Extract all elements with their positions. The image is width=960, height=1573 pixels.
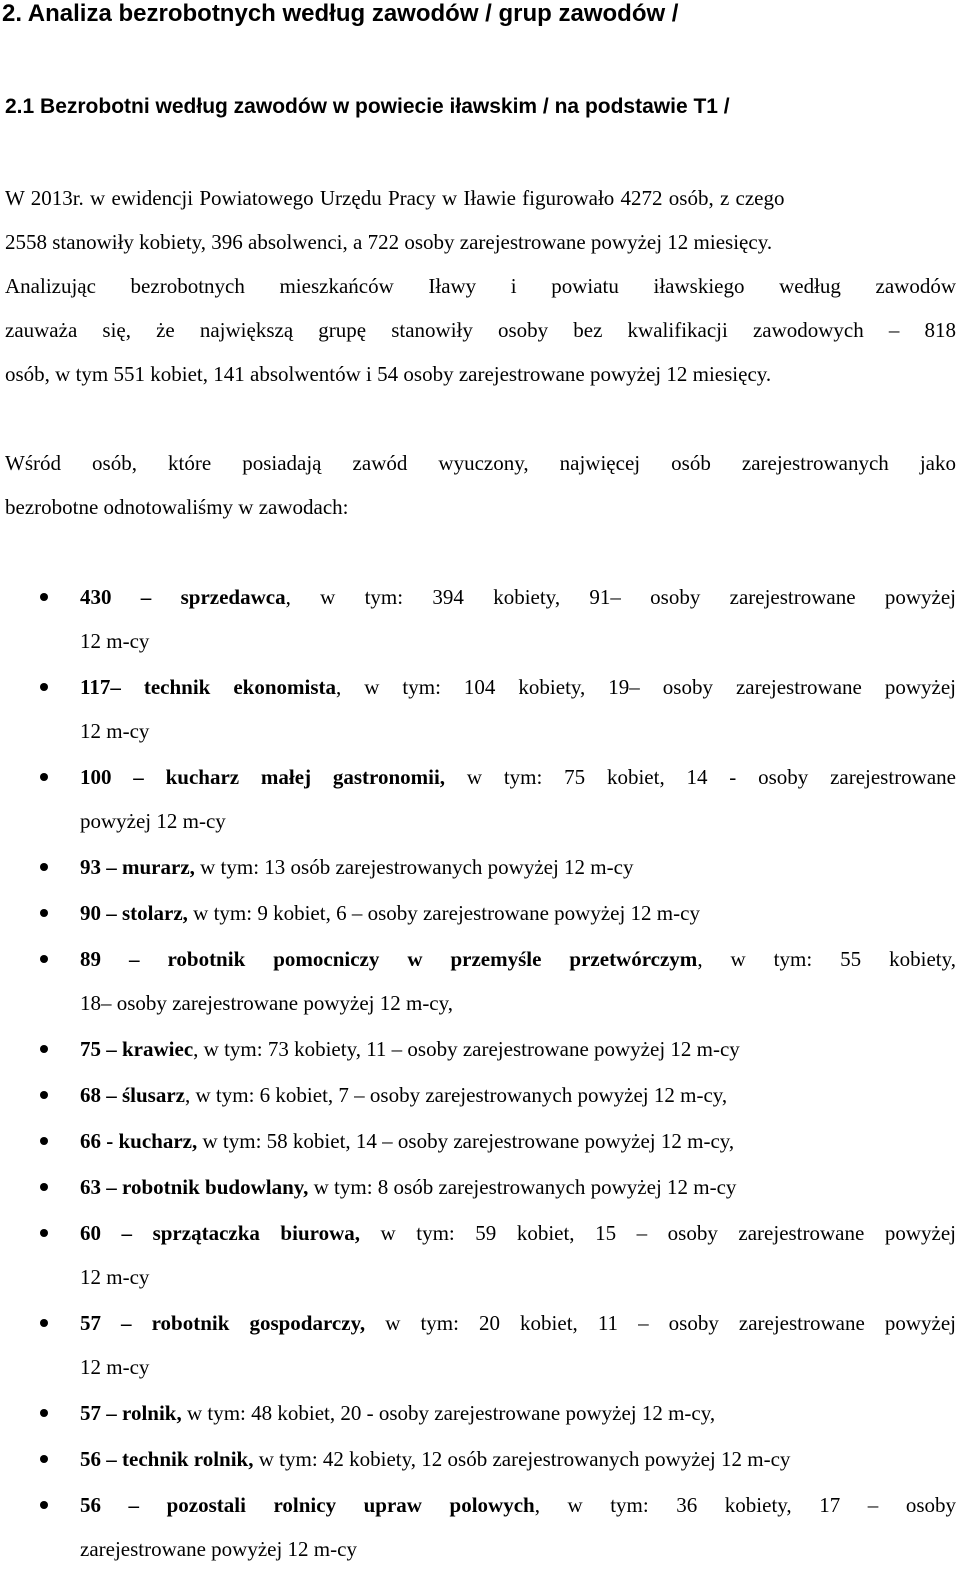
occupation-details: w tym: 9 kobiet, 6 – osoby zarejestrowane powyżej 12 m-cy [187, 901, 700, 925]
list-item-text [80, 1119, 956, 1163]
list-item-line [80, 575, 956, 619]
occupation-details: w tym: 48 kobiet, 20 - osoby zarejestrowane powyżej 12 m-cy, [181, 1401, 716, 1425]
list-item-line [80, 1027, 956, 1071]
list-item-line [80, 845, 956, 889]
bullet-icon [40, 1183, 48, 1191]
list-item-text [80, 1391, 956, 1435]
list-item-line [80, 937, 956, 981]
bullet-icon [40, 1229, 48, 1237]
occupation-details: , w tym: 6 kobiet, 7 – osoby zarejestrowanych powyżej 12 m-cy, [185, 1083, 728, 1107]
paragraph-line: Wśród osób, które posiadają zawód wyuczony, najwięcej osób zarejestrowanych jako [5, 451, 956, 475]
list-item-line [80, 891, 956, 935]
paragraph-intro [5, 441, 956, 529]
occupation-name: 68 – ślusarz [80, 1083, 185, 1107]
paragraph-line: zauważa się, że największą grupę stanowiły osoby bez kwalifikacji zawodowych – 818 [5, 318, 956, 342]
bullet-icon [40, 1045, 48, 1053]
list-item-text [80, 575, 956, 663]
list-item-text [80, 937, 956, 1025]
occupation-name: 430 – sprzedawca [80, 585, 286, 609]
occupation-details: , w tym: 73 kobiety, 11 – osoby zarejestrowane powyżej 12 m-cy [193, 1037, 740, 1061]
paragraph-line: W 2013r. w ewidencji Powiatowego Urzędu Pracy w Iławie figurowało 4272 osób, z czego [5, 186, 785, 210]
list-item-line [80, 1391, 956, 1435]
list-item-line [80, 755, 956, 799]
paragraph-line: bezrobotne odnotowaliśmy w zawodach: [5, 495, 349, 519]
bullet-icon [40, 1501, 48, 1509]
bullet-icon [40, 773, 48, 781]
bullet-icon [40, 1319, 48, 1327]
list-item-line [80, 1211, 956, 1255]
bullet-icon [40, 909, 48, 917]
list-item-line: powyżej 12 m-cy [80, 809, 226, 833]
list-item-line [80, 1301, 956, 1345]
list-item [0, 1119, 960, 1163]
occupation-name: 63 – robotnik budowlany, [80, 1175, 309, 1199]
list-item [0, 575, 960, 663]
list-item-line [80, 1165, 956, 1209]
list-item-line: 12 m-cy [80, 1355, 150, 1379]
list-item-line [80, 1119, 956, 1163]
bullet-icon [40, 1137, 48, 1145]
list-item-text [80, 1483, 956, 1571]
bullet-icon [40, 593, 48, 601]
occupation-details: w tym: 20 kobiet, 11 – osoby zarejestrowane powyżej [365, 1311, 956, 1335]
list-item-text [80, 1165, 956, 1209]
list-item-line: 18– osoby zarejestrowane powyżej 12 m-cy, [80, 991, 454, 1015]
occupation-name: 56 – technik rolnik, [80, 1447, 254, 1471]
bullet-icon [40, 1091, 48, 1099]
bullet-icon [40, 683, 48, 691]
list-item [0, 1027, 960, 1071]
list-item-text [80, 845, 956, 889]
occupation-list [0, 575, 960, 1573]
list-item [0, 1301, 960, 1389]
occupation-name: 90 – stolarz, [80, 901, 188, 925]
list-item-line [80, 1483, 956, 1527]
list-item-line: 12 m-cy [80, 629, 150, 653]
bullet-icon [40, 1409, 48, 1417]
occupation-details: , w tym: 394 kobiety, 91– osoby zarejestrowane powyżej [285, 585, 956, 609]
list-item [0, 1073, 960, 1117]
bullet-icon [40, 955, 48, 963]
list-item [0, 755, 960, 843]
bullet-icon [40, 1455, 48, 1463]
occupation-name: 117– technik ekonomista [80, 675, 337, 699]
list-item-text [80, 1211, 956, 1299]
list-item [0, 1391, 960, 1435]
list-item-text [80, 891, 956, 935]
occupation-name: 56 – pozostali rolnicy upraw polowych [80, 1493, 535, 1517]
list-item [0, 845, 960, 889]
list-item-line [80, 1437, 956, 1481]
paragraph-summary [5, 176, 956, 396]
occupation-name: 57 – robotnik gospodarczy, [80, 1311, 366, 1335]
occupation-name: 93 – murarz, [80, 855, 195, 879]
occupation-name: 66 - kucharz, [80, 1129, 198, 1153]
list-item [0, 891, 960, 935]
list-item-text [80, 665, 956, 753]
occupation-details: w tym: 8 osób zarejestrowanych powyżej 12 m-cy [308, 1175, 737, 1199]
list-item [0, 1211, 960, 1299]
list-item-text [80, 1301, 956, 1389]
list-item-text [80, 1437, 956, 1481]
list-item-text [80, 1073, 956, 1117]
occupation-name: 57 – rolnik, [80, 1401, 182, 1425]
paragraph-line: osób, w tym 551 kobiet, 141 absolwentów i 54 osoby zarejestrowane powyżej 12 miesięcy. [5, 362, 772, 386]
occupation-name: 100 – kucharz małej gastronomii, [80, 765, 446, 789]
occupation-name: 60 – sprzątaczka biurowa, [80, 1221, 360, 1245]
occupation-details: w tym: 58 kobiet, 14 – osoby zarejestrowane powyżej 12 m-cy, [197, 1129, 735, 1153]
list-item-line [80, 1073, 956, 1117]
occupation-details: , w tym: 104 kobiety, 19– osoby zarejestrowane powyżej [336, 675, 956, 699]
section-heading: 2. Analiza bezrobotnych według zawodów / grup zawodów / [2, 0, 679, 27]
paragraph-line: 2558 stanowiły kobiety, 396 absolwenci, a 722 osoby zarejestrowane powyżej 12 miesięcy. [5, 230, 773, 254]
paragraph-line: Analizując bezrobotnych mieszkańców Iławy i powiatu iławskiego według zawodów [5, 274, 956, 298]
list-item [0, 1437, 960, 1481]
list-item [0, 1165, 960, 1209]
list-item-text [80, 1027, 956, 1071]
occupation-details: , w tym: 55 kobiety, [697, 947, 957, 971]
list-item-line: 12 m-cy [80, 1265, 150, 1289]
occupation-details: w tym: 75 kobiet, 14 - osoby zarejestrowane [445, 765, 956, 789]
occupation-name: 89 – robotnik pomocniczy w przemyśle przetwórczym [80, 947, 698, 971]
occupation-details: w tym: 59 kobiet, 15 – osoby zarejestrowane powyżej [359, 1221, 956, 1245]
occupation-details: w tym: 13 osób zarejestrowanych powyżej 12 m-cy [194, 855, 634, 879]
list-item-line [80, 665, 956, 709]
occupation-details: , w tym: 36 kobiety, 17 – osoby [534, 1493, 956, 1517]
occupation-details: w tym: 42 kobiety, 12 osób zarejestrowanych powyżej 12 m-cy [253, 1447, 791, 1471]
list-item-line: zarejestrowane powyżej 12 m-cy [80, 1537, 357, 1561]
list-item [0, 665, 960, 753]
occupation-name: 75 – krawiec [80, 1037, 194, 1061]
list-item [0, 937, 960, 1025]
bullet-icon [40, 863, 48, 871]
list-item [0, 1483, 960, 1571]
list-item-text [80, 755, 956, 843]
list-item-line: 12 m-cy [80, 719, 150, 743]
subsection-heading: 2.1 Bezrobotni według zawodów w powiecie iławskim / na podstawie T1 / [5, 95, 730, 118]
